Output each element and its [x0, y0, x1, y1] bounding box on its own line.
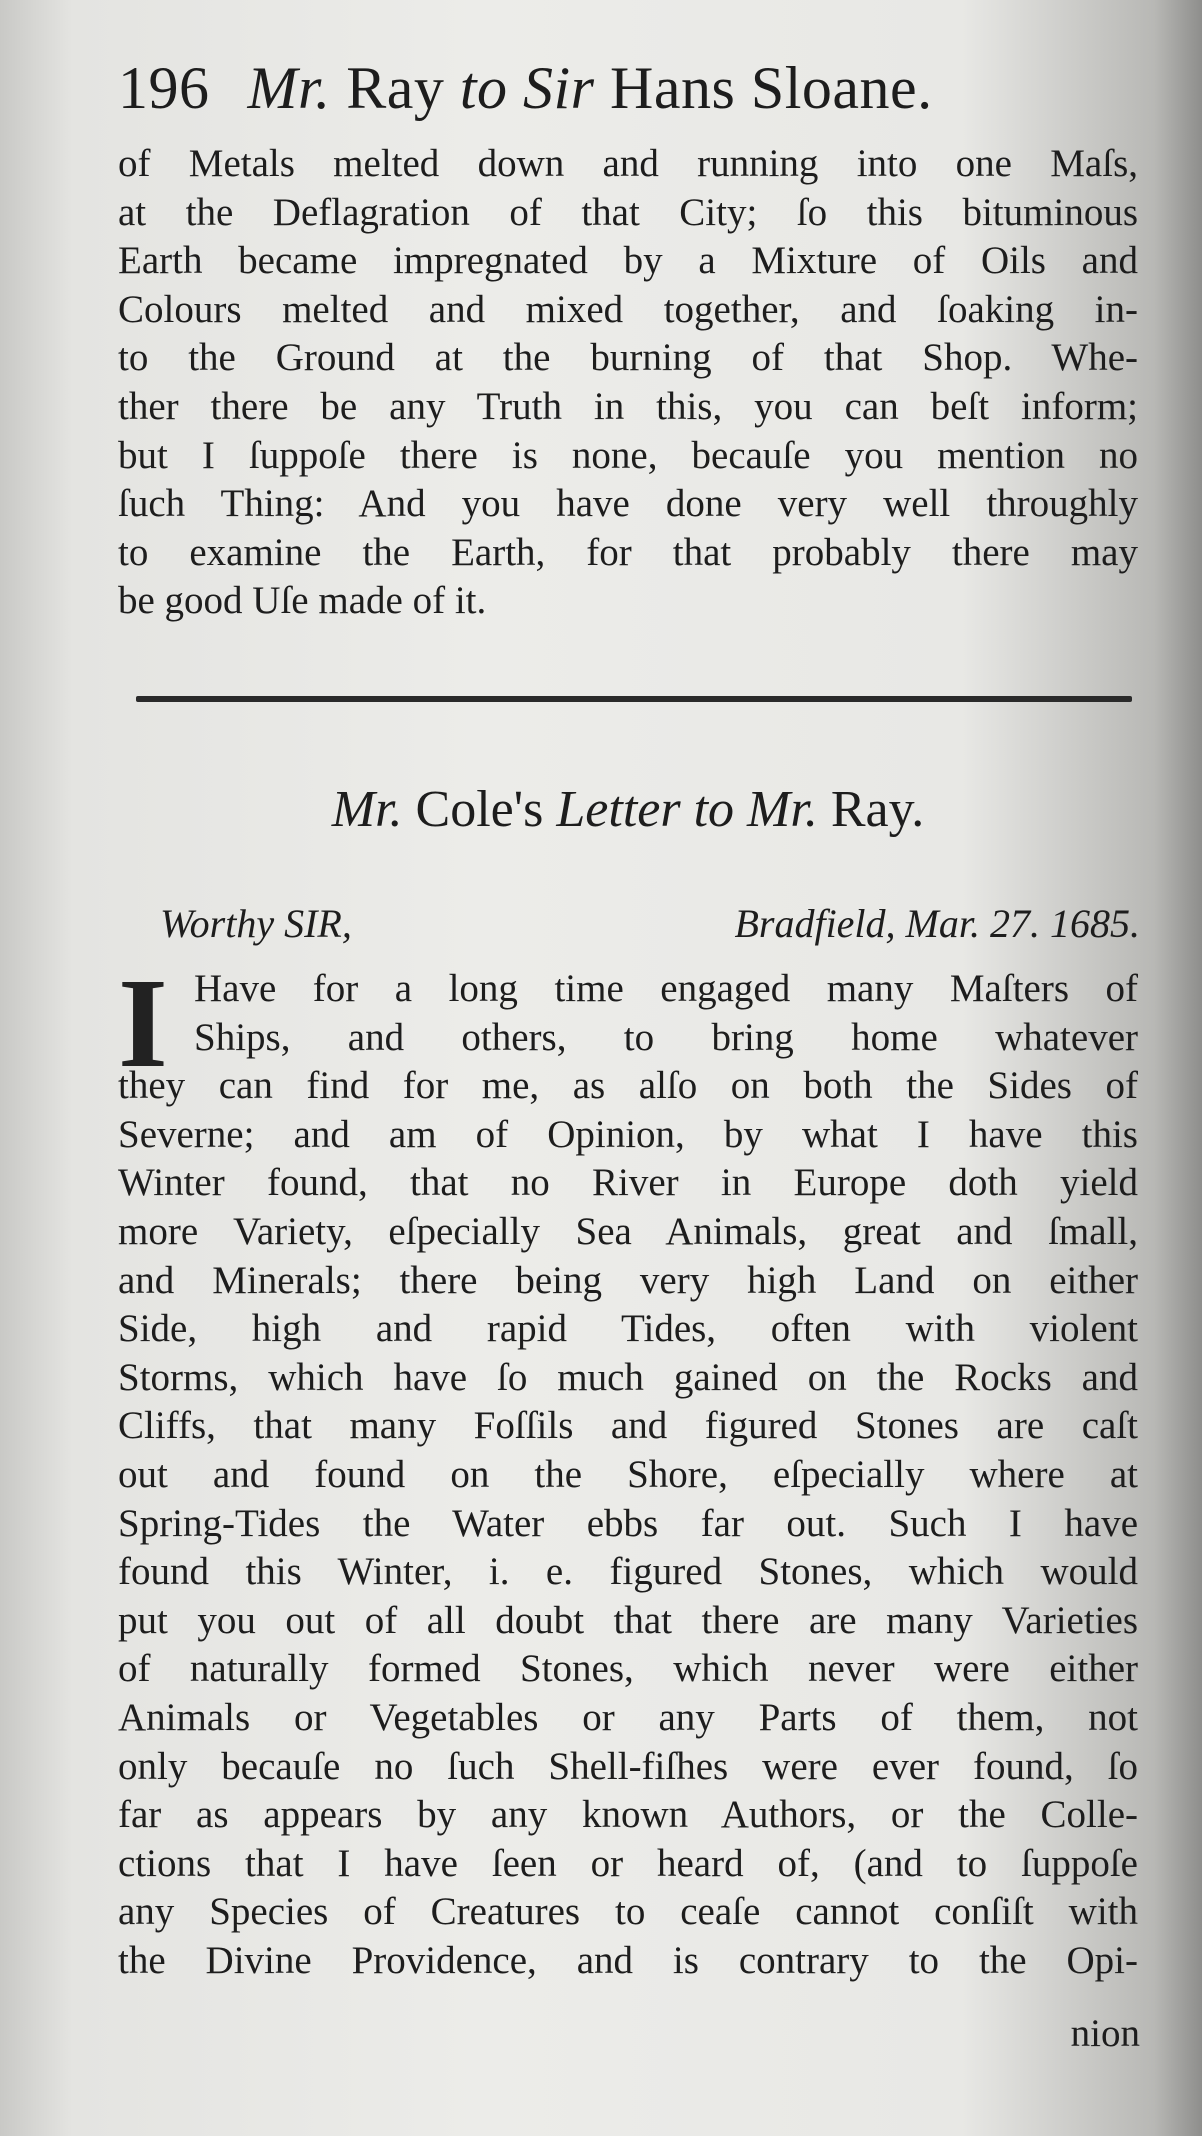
running-head — [118, 48, 1138, 128]
text-line: any Species of Creatures to ceaſe cannot conſiſt with — [118, 1890, 1138, 1934]
running-head-hans-sloane: Hans Sloane. — [610, 55, 933, 121]
letter-body — [118, 952, 1138, 1985]
letter-heading-letter-to: Letter to — [556, 781, 735, 838]
text-line: ctions that I have ſeen or heard of, (and to ſuppoſe — [118, 1841, 1138, 1885]
text-line: Colours melted and mixed together, and ſoaking in- — [118, 287, 1138, 331]
place-and-date: Bradfield, Mar. 27. 1685. — [734, 901, 1140, 946]
text-line: at the Deflagration of that City; ſo this bituminous — [118, 190, 1138, 234]
text-line: Severne; and am of Opinion, by what I have this — [118, 1112, 1138, 1156]
text-line: Animals or Vegetables or any Parts of them, not — [118, 1695, 1138, 1739]
page-number: 196 — [118, 55, 210, 121]
text-line: ſuch Thing: And you have done very well throughly — [118, 482, 1138, 526]
text-line: to the Ground at the burning of that Shop. Whe- — [118, 336, 1138, 380]
text-line: Winter found, that no River in Europe doth yield — [118, 1161, 1138, 1205]
drop-cap: I — [118, 952, 168, 1094]
letter-heading — [118, 775, 1138, 845]
text-line: found this Winter, i. e. figured Stones, which would — [118, 1550, 1138, 1594]
text-line: only becauſe no ſuch Shell-fiſhes were ever found, ſo — [118, 1744, 1138, 1788]
running-head-mr: Mr. — [247, 55, 331, 121]
text-line: more Variety, eſpecially Sea Animals, great and ſmall, — [118, 1209, 1138, 1253]
text-line: the Divine Providence, and is contrary to the Opi- — [118, 1938, 1138, 1982]
text-line: Ships, and others, to bring home whatever — [194, 1015, 1138, 1059]
text-line: out and found on the Shore, eſpecially where at — [118, 1452, 1138, 1496]
letter-heading-ray: Ray. — [830, 781, 925, 838]
text-line: Spring-Tides the Water ebbs far out. Such I have — [118, 1501, 1138, 1545]
text-line: of naturally formed Stones, which never were either — [118, 1647, 1138, 1691]
text-line: Side, high and rapid Tides, often with violent — [118, 1307, 1138, 1351]
running-head-to: to — [459, 55, 508, 121]
text-line: Storms, which have ſo much gained on the Rocks and — [118, 1355, 1138, 1399]
letter-heading-cole: Cole's — [415, 781, 544, 838]
text-line: to examine the Earth, for that probably there may — [118, 530, 1138, 574]
previous-letter-conclusion — [118, 140, 1138, 626]
letter-heading-mr2: Mr. — [747, 781, 818, 838]
text-line: ther there be any Truth in this, you can beſt inform; — [118, 384, 1138, 428]
running-head-ray: Ray — [346, 55, 445, 121]
text-line: and Minerals; there being very high Land on either — [118, 1258, 1138, 1302]
text-line: Have for a long time engaged many Maſters of — [194, 967, 1138, 1010]
text-line: be good Uſe made of it. — [118, 579, 487, 623]
text-line: put you out of all doubt that there are many Varieties — [118, 1598, 1138, 1642]
text-line: Cliffs, that many Foſſils and figured Stones are caſt — [118, 1404, 1138, 1448]
letter-heading-mr: Mr. — [331, 781, 403, 838]
running-head-sir: Sir — [523, 55, 595, 121]
text-line: Earth became impregnated by a Mixture of Oils and — [118, 239, 1138, 283]
catchword: nion — [1070, 2012, 1140, 2055]
text-line: but I ſuppoſe there is none, becauſe you mention no — [118, 433, 1138, 477]
salutation: Worthy SIR, — [160, 901, 352, 946]
text-line: of Metals melted down and running into one Maſs, — [118, 142, 1138, 185]
section-divider-rule — [136, 696, 1132, 702]
salutation-line — [160, 898, 1140, 950]
text-line: they can find for me, as alſo on both the Sides of — [118, 1064, 1138, 1108]
text-line: far as appears by any known Authors, or the Colle- — [118, 1793, 1138, 1837]
